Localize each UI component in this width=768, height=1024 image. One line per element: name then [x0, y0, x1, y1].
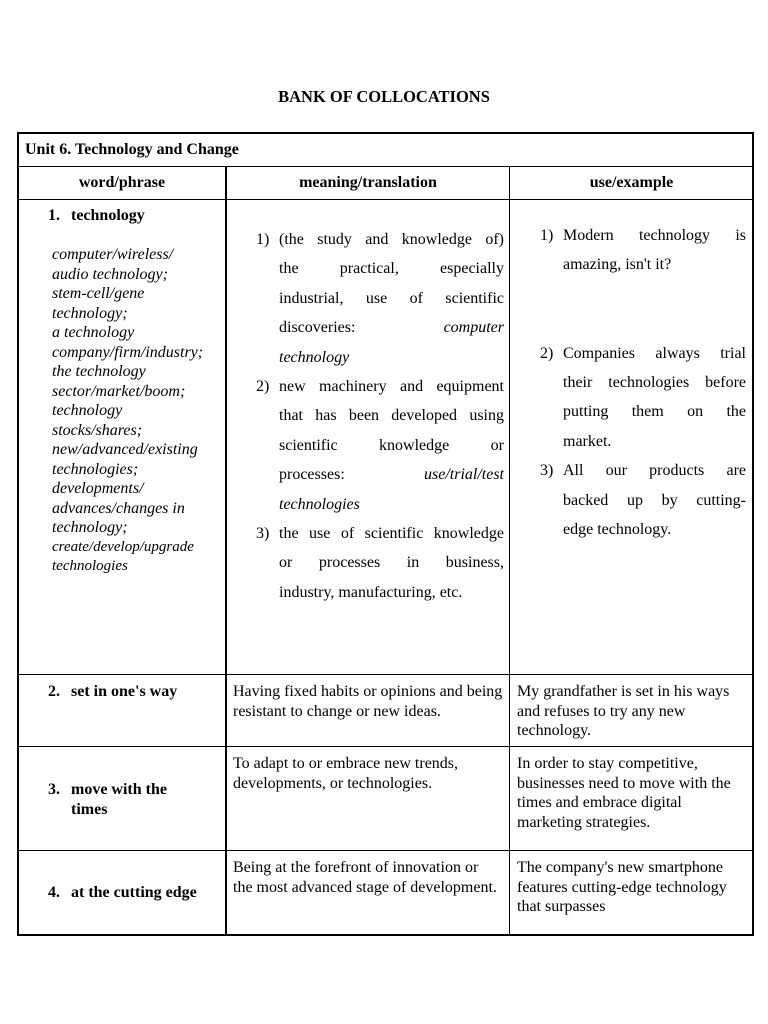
column-header-example: use/example: [589, 174, 674, 191]
row-3-meaning: To adapt to or embrace new trends, developments, or technologies.: [233, 755, 459, 792]
meaning-line: new machinery and equipment: [279, 378, 504, 396]
row-4-phrase: [48, 883, 220, 903]
meaning-number: 2): [256, 378, 270, 396]
meaning-line: discoveries: computer: [279, 319, 504, 337]
row-3-number: 3.: [48, 781, 60, 798]
row-2-phrase: [48, 682, 220, 702]
collocation-line: technologies;: [52, 460, 139, 478]
collocation-line: audio technology;: [52, 265, 168, 283]
phrase-line: times: [71, 800, 108, 818]
example-line: edge technology.: [563, 521, 672, 539]
collocation-line: stocks/shares;: [52, 421, 143, 439]
collocation-line: stem-cell/gene: [52, 285, 145, 302]
row-3-phrase-text: [71, 780, 167, 819]
row-2-number: 2.: [48, 683, 60, 700]
row-3-phrase: [48, 780, 220, 820]
example-item-1: [540, 221, 746, 280]
row-1-number: 1.: [48, 207, 60, 224]
meaning-line: industry, manufacturing, etc.: [279, 583, 463, 601]
collocation-line: technology;: [52, 304, 128, 322]
row-2-meaning: Having fixed habits or opinions and being resistant to change or new ideas.: [233, 683, 503, 720]
collocation-line: sector/market/boom;: [52, 382, 186, 400]
example-number: 1): [540, 227, 554, 244]
meaning-number: 3): [256, 525, 270, 543]
example-line: All our products are: [563, 462, 746, 480]
meaning-line: the use of scientific knowledge: [279, 525, 504, 543]
collocation-line: the technology: [52, 363, 146, 380]
meaning-line: or processes in business,: [279, 554, 504, 572]
example-number: 3): [540, 462, 554, 480]
row-4-phrase-text: at the cutting edge: [71, 884, 197, 901]
meaning-number: 1): [256, 231, 270, 248]
collocation-line: technology;: [52, 519, 128, 536]
row-1-examples: [540, 221, 746, 544]
meaning-line: processes: use/trial/test: [279, 466, 504, 484]
row-3-example: In order to stay competitive, businesses need to move with the times and embrace digital marketing strategies.: [517, 755, 731, 831]
meaning-line: (the study and knowledge of): [279, 231, 504, 248]
phrase-line: move with the: [71, 781, 167, 798]
meaning-line: that has been developed using: [279, 407, 504, 425]
example-number: 2): [540, 344, 554, 362]
document-title: BANK OF COLLOCATIONS: [278, 87, 490, 106]
meaning-item-2: [256, 372, 504, 519]
row-4-meaning: Being at the forefront of innovation or the most advanced stage of development.: [233, 859, 497, 896]
meaning-line: technology: [279, 348, 350, 366]
row-4-number: 4.: [48, 884, 60, 901]
collocation-line: a technology: [52, 324, 135, 341]
row-1-collocations: [52, 245, 224, 577]
meaning-line: technologies: [279, 495, 360, 513]
example-item-2: [540, 339, 746, 457]
example-line: backed up by cutting-: [563, 491, 746, 509]
unit-heading: Unit 6. Technology and Change: [25, 141, 239, 158]
column-header-meaning: meaning/translation: [299, 174, 437, 191]
collocation-line: create/develop/upgrade: [52, 538, 194, 555]
collocation-line: technology: [52, 402, 123, 419]
row-1-meanings: [256, 225, 504, 607]
collocation-line: new/advanced/existing: [52, 441, 198, 458]
example-item-3: [540, 456, 746, 544]
meaning-item-1: [256, 225, 504, 372]
meaning-line: the practical, especially: [279, 260, 504, 278]
example-line: Companies always trial: [563, 344, 746, 362]
example-line: Modern technology is: [563, 227, 746, 244]
row-4-example: The company's new smartphone features cutting-edge technology that surpasses: [517, 859, 727, 915]
collocation-line: computer/wireless/: [52, 246, 174, 263]
example-line: putting them on the: [563, 403, 746, 421]
example-line: their technologies before: [563, 374, 746, 392]
collocation-line: developments/: [52, 480, 144, 497]
collocation-line: advances/changes in: [52, 499, 185, 517]
row-2-phrase-text: set in one's way: [71, 683, 178, 700]
row-2-example: My grandfather is set in his ways and refuses to try any new technology.: [517, 683, 730, 739]
collocation-line: company/firm/industry;: [52, 343, 204, 361]
example-line: market.: [563, 432, 612, 450]
row-1-phrase: [48, 206, 218, 226]
column-header-word: word/phrase: [78, 174, 166, 191]
meaning-item-3: [256, 519, 504, 607]
meaning-line: industrial, use of scientific: [279, 289, 504, 307]
meaning-line: scientific knowledge or: [279, 436, 504, 454]
row-1-phrase-text: technology: [71, 207, 145, 224]
collocation-line: technologies: [52, 558, 128, 574]
example-line: amazing, isn't it?: [563, 256, 672, 274]
